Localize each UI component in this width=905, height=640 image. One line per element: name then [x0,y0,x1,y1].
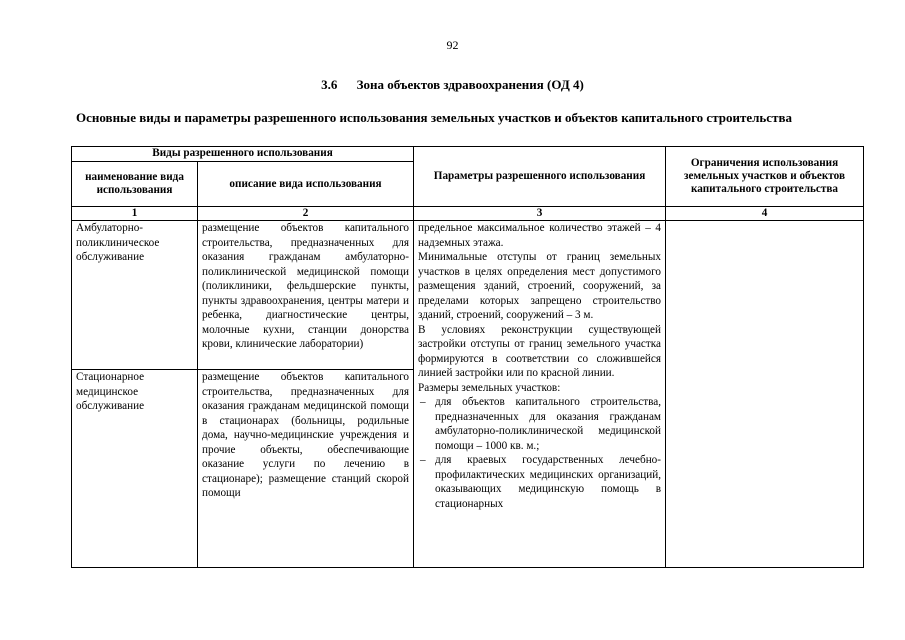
table-row [72,221,864,370]
section-title [0,77,905,92]
header-use-name: наименование вида использования [72,162,198,207]
column-number-row [72,207,864,221]
parameter-floors: предельное максимальное количество этажей – 4 надземных этажа. [418,222,662,249]
parameter-reconstruction: В условиях реконструкции существующей застройки отступы от границ земельного участка формируются в соответствии со сложившейся линией застройки или по красной линии. [418,323,662,379]
column-number: 4 [666,207,864,221]
list-item: – для объектов капитального строительства, предназначенных для оказания гражданам амбулаторно-поликлинической медицинской помощи – 1000 кв. м.; [418,395,661,453]
use-name-cell: Амбулаторно-поликлиническое обслуживание [72,221,198,370]
section-number: 3.6 [321,77,338,92]
parameters-cell [414,221,666,568]
use-name-cell: Стационарное медицинское обслуживание [72,370,198,568]
table-header-row [72,147,864,162]
parameter-plot-sizes: Размеры земельных участков: [418,381,561,394]
column-number: 3 [414,207,666,221]
page-number: 92 [446,38,459,52]
use-description-cell: размещение объектов капитального строительства, предназначенных для оказания гражданам медицинской помощи в стационарах (больницы, родильные дома, научно-медицинские учреждения и прочие объекты, обеспечивающие оказание услуги по лечению в стационаре); размещение станций скорой помощи [198,370,414,568]
column-number: 2 [198,207,414,221]
use-description-cell: размещение объектов капитального строительства, предназначенных для оказания гражданам амбулаторно-поликлинической медицинской помощи (поликлиники, фельдшерские пункты, пункты здравоохранения, центры матери и ребенка, диагностические центры, молочные кухни, станции донорства крови, клинические лаборатории) [198,221,414,370]
header-group-permitted-uses: Виды разрешенного использования [72,147,414,162]
section-name: Зона объектов здравоохранения (ОД 4) [356,77,584,92]
header-parameters: Параметры разрешенного использования [414,147,666,207]
column-number: 1 [72,207,198,221]
list-item: – для краевых государственных лечебно-профилактических медицинских организаций, оказывающих медицинскую помощь в стационарных [418,453,661,511]
document-heading: Основные виды и параметры разрешенного использования земельных участков и объектов капитального строительства [76,110,792,125]
restrictions-cell [666,221,864,568]
plot-size-list [418,395,661,511]
parameter-setbacks: Минимальные отступы от границ земельных участков в целях определения мест допустимого размещения зданий, строений, сооружений, за пределами которых запрещено строительство зданий, строений, сооружений – 3 м. [418,251,662,321]
header-use-description: описание вида использования [198,162,414,207]
header-restrictions: Ограничения использования земельных участков и объектов капитального строительства [666,147,864,207]
permitted-use-table [71,146,864,568]
